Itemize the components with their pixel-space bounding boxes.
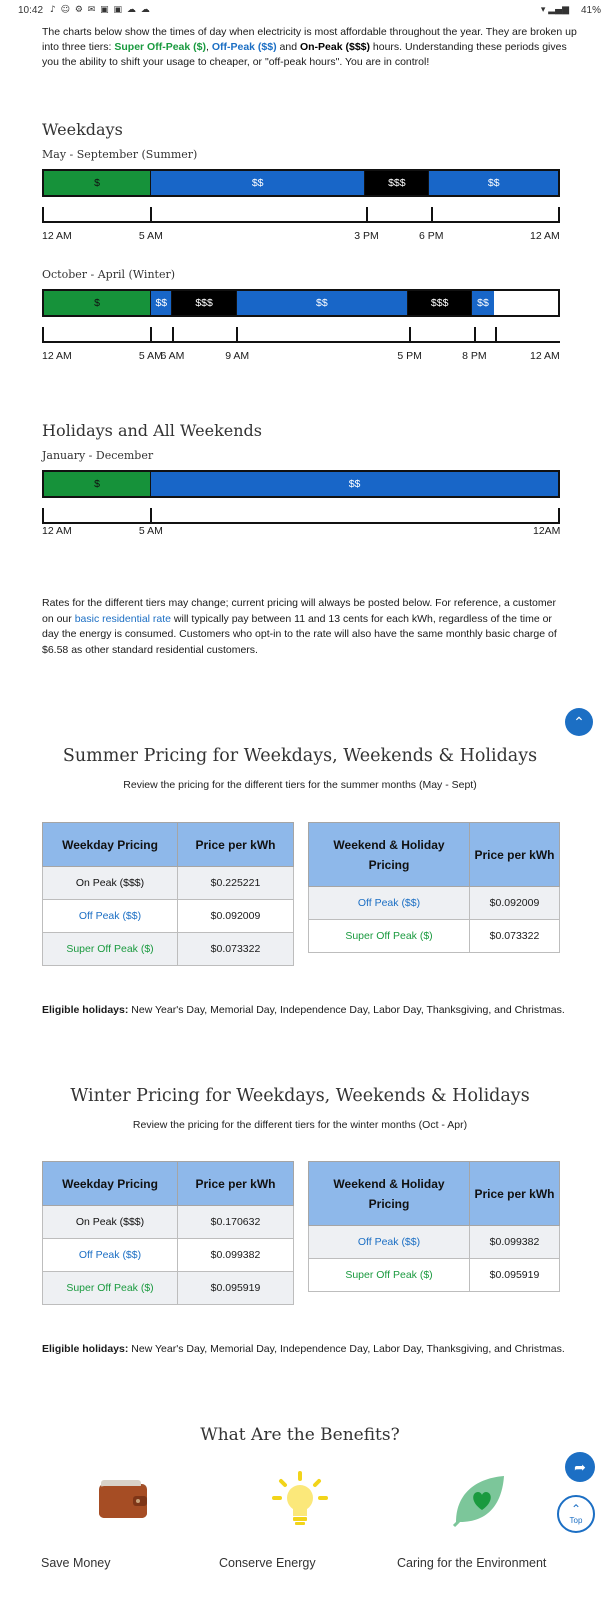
summer-weekend-table [308,822,560,953]
tick-label: 12AM [533,525,561,537]
chat-button[interactable] [565,708,593,736]
timeline-tick [431,207,433,223]
table-header: Price per kWh [178,823,294,867]
winter-weekend-table [308,1161,560,1292]
intro-comma: , [205,41,212,53]
table-header: Weekend & Holiday Pricing [309,1162,470,1226]
winter-weekday-timeline [42,327,560,343]
summer-weekday-table [42,822,294,966]
holidays-label: Eligible holidays: [42,1004,129,1016]
tick-label: 12 AM [42,350,72,362]
table-row [309,920,560,953]
table-row [43,1239,294,1272]
intro-text-1: The charts below show the times of day when electricity is most affordable throughout the year. They are broken up into three tiers: [42,26,577,53]
table-row [43,900,294,933]
winter-weekday-bar [42,289,560,317]
winter-label: October - April (Winter) [42,268,176,281]
tier-cell: Super Off Peak ($) [43,933,178,966]
rates-note-text-1: Rates for the different tiers may change; current pricing will always be posted below. For reference, a customer on our [42,597,556,625]
status-time: 10:42 [18,5,44,16]
timeline-tick [236,327,238,343]
benefit-label-conserve-energy: Conserve Energy [219,1556,316,1570]
tick-label: 5 AM [138,350,163,362]
price-cell: $0.099382 [470,1226,560,1259]
tick-label: 5 AM [138,525,163,537]
chevron-up-icon: ⌃ [573,713,585,730]
timeline-tick [558,207,560,223]
winter-weekday-tick-labels [42,350,560,364]
tier-segment-blue: $$ [151,171,365,195]
timeline-tick [409,327,411,343]
price-cell: $0.073322 [470,920,560,953]
table-header: Price per kWh [470,1162,560,1226]
table-header: Price per kWh [178,1162,294,1206]
price-cell: $0.170632 [178,1206,294,1239]
summer-weekday-tick-labels [42,230,560,244]
intro-super-offpeak: Super Off-Peak ($) [114,41,206,53]
holidays-text: New Year's Day, Memorial Day, Independence Day, Labor Day, Thanksgiving, and Christmas. [128,1004,565,1016]
share-button[interactable] [565,1452,595,1482]
tier-cell: On Peak ($$$) [43,867,178,900]
timeline-tick [474,327,476,343]
weekend-timeline [42,508,560,524]
tick-label: 12 AM [530,350,560,362]
tier-segment-blue: $$ [472,291,493,315]
tier-cell: On Peak ($$$) [43,1206,178,1239]
timeline-tick [172,327,174,343]
timeline-tick [558,508,560,524]
timeline-tick [150,327,152,343]
tick-label: 12 AM [42,525,72,537]
back-to-top-button[interactable] [557,1495,595,1533]
table-row [43,1206,294,1239]
winter-weekday-table [42,1161,294,1305]
timeline-tick [366,207,368,223]
price-cell: $0.092009 [470,887,560,920]
weekend-tick-labels [42,525,560,539]
summer-label: May - September (Summer) [42,148,198,161]
table-header: Weekday Pricing [43,1162,178,1206]
tier-segment-blue: $$ [151,472,558,496]
tier-segment-green: $ [44,291,151,315]
benefit-label-environment: Caring for the Environment [397,1556,547,1570]
tier-segment-black: $$$ [408,291,472,315]
rates-note [42,596,567,658]
tick-label: 12 AM [530,230,560,242]
tier-cell: Off Peak ($$) [309,1226,470,1259]
timeline-tick [150,207,152,223]
intro-onpeak: On-Peak ($$$) [299,41,370,53]
table-row [309,887,560,920]
battery-level: 41% [580,5,601,16]
tier-cell: Super Off Peak ($) [309,1259,470,1292]
timeline-tick [42,327,44,343]
table-row [309,1226,560,1259]
lightbulb-icon [270,1470,330,1530]
timeline-axis [42,221,560,223]
price-cell: $0.095919 [178,1272,294,1305]
benefits-title: What Are the Benefits? [200,1425,400,1445]
summer-weekday-timeline [42,207,560,223]
holidays-text: New Year's Day, Memorial Day, Independence Day, Labor Day, Thanksgiving, and Christmas. [128,1343,565,1355]
rates-note-text-2: will typically pay between 11 and 13 cents for each kWh, regardless of the time or day the energy is consumed. Customers who opt-in to the rate will also have the same monthly basic charge of $6.58 as other standard residential customers. [42,612,557,656]
price-cell: $0.092009 [178,900,294,933]
tier-segment-black: $$$ [172,291,236,315]
table-header: Weekday Pricing [43,823,178,867]
tier-segment-blue: $$ [237,291,408,315]
timeline-axis [42,341,560,343]
weekdays-title: Weekdays [42,120,123,139]
timeline-tick [42,207,44,223]
winter-pricing-title: Winter Pricing for Weekdays, Weekends & Holidays [70,1086,530,1106]
wallet-icon [93,1470,153,1530]
summer-eligible-holidays [42,1003,567,1018]
weekend-bar [42,470,560,498]
winter-eligible-holidays [42,1342,567,1357]
holidays-label: Eligible holidays: [42,1343,129,1355]
tier-cell: Super Off Peak ($) [43,1272,178,1305]
table-row [309,1259,560,1292]
tick-label: 8 PM [462,350,487,362]
intro-paragraph [42,25,577,70]
tick-label: 3 PM [354,230,379,242]
notification-icons: ♪ ☺ ⚙ ✉ ▣ ▣ ☁ ☁ [50,5,151,15]
tick-label: 5 AM [138,230,163,242]
price-cell: $0.095919 [470,1259,560,1292]
basic-residential-rate-link[interactable]: basic residential rate [74,612,172,625]
summer-pricing-title: Summer Pricing for Weekdays, Weekends & Holidays [62,746,538,766]
price-cell: $0.225221 [178,867,294,900]
signal-icon: ▾ ▂▄▆ [540,5,569,15]
summer-pricing-subtitle: Review the pricing for the different tiers for the summer months (May - Sept) [123,779,477,791]
tick-label: 6 AM [160,350,185,362]
winter-pricing-subtitle: Review the pricing for the different tiers for the winter months (Oct - Apr) [132,1119,468,1131]
table-row [43,933,294,966]
tier-cell: Off Peak ($$) [43,1239,178,1272]
table-header: Weekend & Holiday Pricing [309,823,470,887]
intro-and: and [276,41,300,53]
tier-segment-green: $ [44,171,151,195]
table-row [43,1272,294,1305]
timeline-tick [495,327,497,343]
tier-segment-black: $$$ [365,171,429,195]
timeline-tick [42,508,44,524]
timeline-tick [150,508,152,524]
tier-cell: Off Peak ($$) [309,887,470,920]
timeline-axis [42,522,560,524]
table-header: Price per kWh [470,823,560,887]
table-row [43,867,294,900]
chevron-up-icon: ⌃ [570,1502,582,1516]
price-cell: $0.073322 [178,933,294,966]
intro-offpeak: Off-Peak ($$) [211,41,277,53]
weekends-label: January - December [42,449,154,462]
tick-label: 6 PM [419,230,444,242]
benefit-label-save-money: Save Money [41,1556,111,1570]
tick-label: 5 PM [397,350,422,362]
tick-label: 9 AM [225,350,250,362]
status-bar [0,0,613,22]
tier-segment-blue: $$ [151,291,172,315]
tick-label: 12 AM [42,230,72,242]
weekends-title: Holidays and All Weekends [42,421,262,440]
tier-cell: Super Off Peak ($) [309,920,470,953]
top-label: Top [569,1516,583,1525]
price-cell: $0.099382 [178,1239,294,1272]
intro-text-2: hours. Understanding these periods gives you the ability to shift your usage to cheaper, or "off-peak hours". You are in control! [42,41,567,68]
tier-segment-blue: $$ [429,171,558,195]
tier-segment-green: $ [44,472,151,496]
summer-weekday-bar [42,169,560,197]
share-arrow-icon: ➦ [574,1458,586,1475]
tier-cell: Off Peak ($$) [43,900,178,933]
leaf-heart-icon [448,1470,508,1530]
